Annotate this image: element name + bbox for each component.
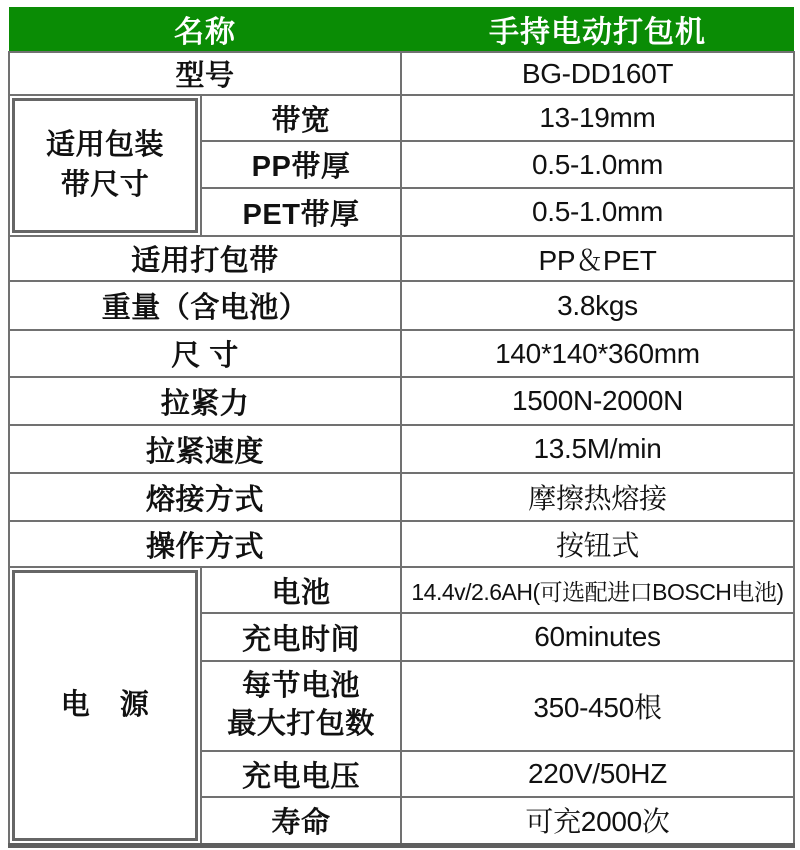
table-row-weight [9,281,794,330]
spec-label-weight: 重量（含电池） [9,281,401,330]
spec-value-pet-thickness: 0.5-1.0mm [401,188,794,236]
spec-label-tension: 拉紧力 [9,377,401,425]
spec-label-charge-time: 充电时间 [201,613,401,661]
power-group-cell [9,567,201,845]
spec-value-welding: 摩擦热熔接 [401,473,794,521]
spec-value-strap-width: 13-19mm [401,95,794,141]
spec-label-battery: 电池 [201,567,401,613]
table-row-tension-speed [9,425,794,473]
spec-label-packs-per-charge [201,661,401,751]
spec-value-battery-life: 可充2000次 [401,797,794,845]
spec-label-pp-thickness: PP带厚 [201,141,401,188]
spec-value-model: BG-DD160T [401,52,794,95]
table-row-strap-type [9,236,794,281]
spec-label-charge-voltage: 充电电压 [201,751,401,797]
spec-value-pp-thickness: 0.5-1.0mm [401,141,794,188]
table-row-strap-width [9,95,794,141]
spec-value-charge-voltage: 220V/50HZ [401,751,794,797]
spec-value-weight: 3.8kgs [401,281,794,330]
packs-label-line1: 每节电池 [241,670,360,703]
strap-size-group-label [12,98,198,233]
spec-label-strap-width: 带宽 [201,95,401,141]
spec-label-pet-thickness: PET带厚 [201,188,401,236]
spec-value-charge-time: 60minutes [401,613,794,661]
spec-label-operation: 操作方式 [9,521,401,567]
spec-label-welding: 熔接方式 [9,473,401,521]
table-row-welding [9,473,794,521]
table-row-battery [9,567,794,613]
spec-label-strap-type: 适用打包带 [9,236,401,281]
spec-value-tension: 1500N-2000N [401,377,794,425]
table-row-operation [9,521,794,567]
spec-value-packs-per-charge: 350-450根 [401,661,794,751]
spec-label-model: 型号 [9,52,401,95]
packs-label-line2: 最大打包数 [227,708,375,740]
power-group-label [12,570,198,841]
spec-sheet [8,7,793,848]
header-name-label: 名称 [9,7,401,52]
header-product-name: 手持电动打包机 [401,7,794,52]
spec-value-operation: 按钮式 [401,521,794,567]
table-header-row [9,7,794,52]
spec-value-strap-type: PP＆PET [401,236,794,281]
power-label: 电 源 [60,688,150,721]
strap-size-label-line2: 带尺寸 [60,168,150,201]
spec-label-battery-life: 寿命 [201,797,401,845]
strap-size-group-cell [9,95,201,236]
spec-value-dimensions: 140*140*360mm [401,330,794,377]
spec-value-tension-speed: 13.5M/min [401,425,794,473]
spec-label-dimensions: 尺 寸 [9,330,401,377]
table-row-tension [9,377,794,425]
table-row-model [9,52,794,95]
table-row-dimensions [9,330,794,377]
spec-table [8,7,795,848]
spec-label-tension-speed: 拉紧速度 [9,425,401,473]
spec-value-battery: 14.4v/2.6AH(可选配进口BOSCH电池) [401,567,794,613]
strap-size-label-line1: 适用包装 [45,129,164,162]
